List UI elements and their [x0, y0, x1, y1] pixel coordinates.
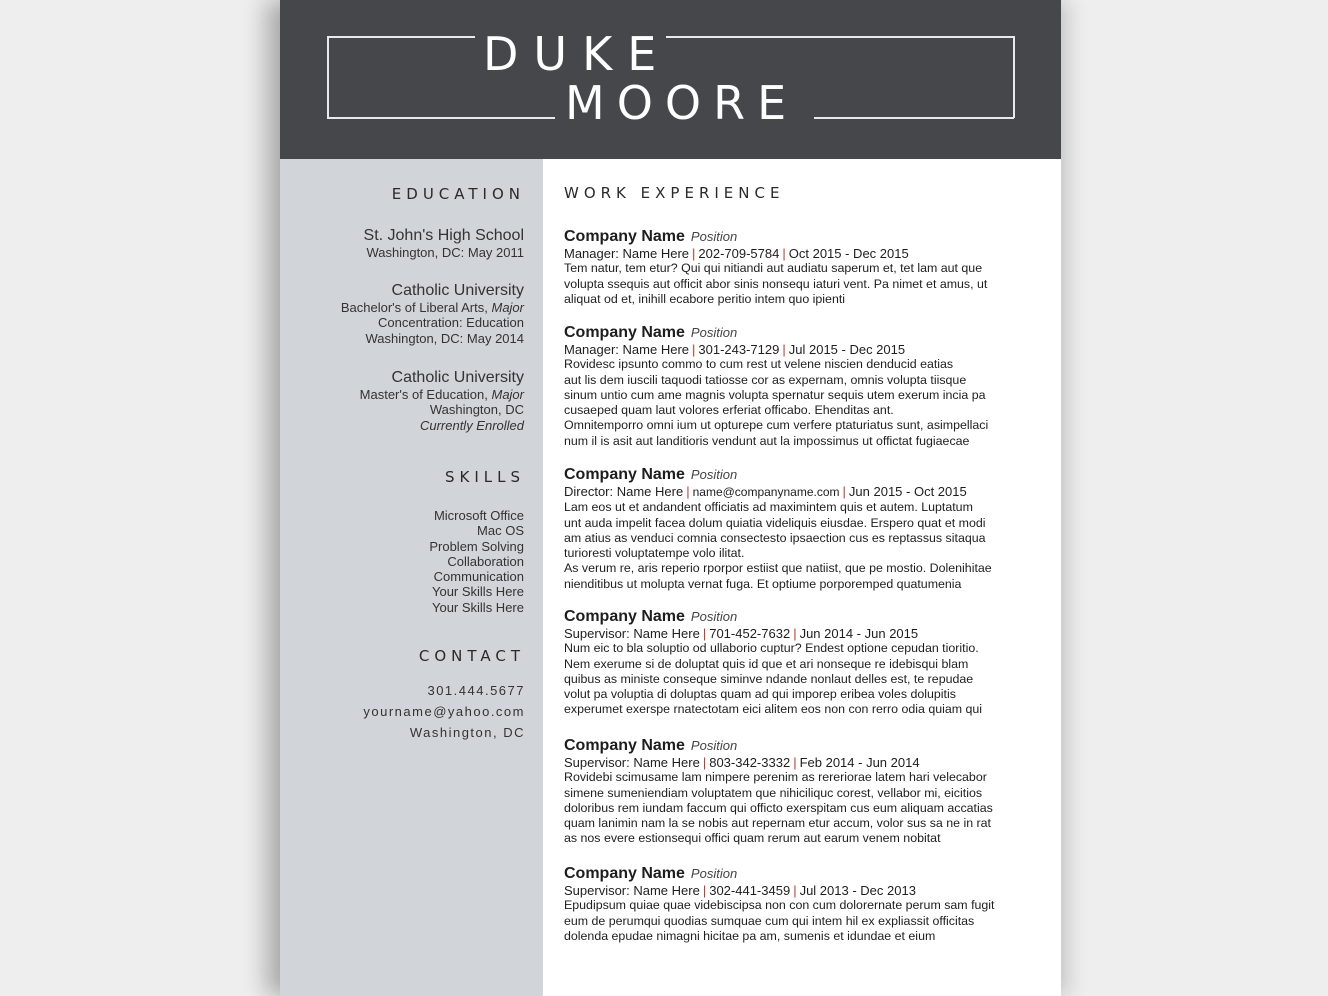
skills-list — [429, 508, 524, 615]
job-meta — [564, 484, 1034, 500]
separator: | — [692, 342, 696, 357]
skill-item: Communication — [433, 569, 524, 585]
separator: | — [702, 755, 707, 770]
job-description: Epudipsum quiae quae videbiscipsa non con cum dolorernate perum sam fugit eum de perumqui quodias sumquae cum qui intem hil ex expliassit officitas dolenda epudae nimagni hicitae pa am, sumenis et idundae et eium — [564, 898, 995, 943]
job-company — [564, 465, 1034, 484]
name-frame-left — [327, 36, 329, 118]
degree-text: Bachelor's of Liberal Arts, — [340, 300, 492, 315]
job-dates: Jul 2013 - Dec 2013 — [799, 883, 916, 898]
job-meta — [564, 626, 1034, 641]
separator: | — [686, 484, 690, 499]
education-degree — [360, 387, 524, 402]
school-name: Catholic University — [391, 369, 524, 386]
contact-list — [363, 680, 525, 743]
name-frame-right — [1013, 36, 1015, 118]
job-position: Position — [690, 738, 738, 753]
school-name: Catholic University — [391, 282, 524, 299]
education-entry — [364, 227, 524, 260]
skill-item: Your Skills Here — [431, 584, 524, 600]
job-contact: 803-342-3332 — [709, 755, 791, 770]
major-text: Major — [491, 387, 524, 402]
work-experience-heading: WORK EXPERIENCE — [564, 184, 785, 202]
job-role: Manager: Name Here — [564, 342, 689, 357]
education-detail: Washington, DC: May 2014 — [365, 330, 524, 346]
separator: | — [842, 484, 846, 499]
separator: | — [793, 755, 797, 770]
job-dates: Jul 2015 - Dec 2015 — [788, 342, 906, 357]
job-meta — [564, 246, 1034, 261]
job-contact: 301-243-7129 — [698, 342, 780, 357]
separator: | — [782, 246, 786, 261]
job-role: Manager: Name Here — [564, 246, 689, 261]
job-entry — [564, 736, 1034, 847]
job-dates: Jun 2015 - Oct 2015 — [848, 484, 967, 499]
separator: | — [793, 626, 797, 641]
status-text: Currently Enrolled — [419, 417, 524, 433]
job-role: Supervisor: Name Here — [564, 626, 700, 641]
education-heading: EDUCATION — [391, 185, 525, 203]
job-entry — [564, 607, 1034, 718]
company-name: Company Name — [564, 324, 685, 341]
separator: | — [692, 246, 696, 261]
company-name: Company Name — [564, 865, 685, 882]
job-description: Num eic to bla soluptio od ullaborio cuptur? Endest optione cepudan tioritio. Nem exerume si de doluptat quis id que et ari nonseque re idebisqui blam quibus as ministe conseque siminve ndande nonlaut delles est, te repudae volut pa voluptia di doluptas quam ad qui imporep eribea voles dolupitis experumet exerspe rnatectotam eici alitem eos non con rerro odia quiam qui — [564, 641, 983, 717]
separator: | — [702, 626, 707, 641]
resume-header — [280, 0, 1061, 159]
education-status — [360, 418, 524, 433]
education-detail: Concentration: Education — [378, 315, 524, 331]
job-description: Rovidebi scimusame lam nimpere perenim as rereriorae latem hari velecabor simene sumeniendiam voluptatem que nihiciliquc corest, vellabor mi, eicitios doloribus rem iundam faccum qui officto exerspitam cus eum aliquam accatias quam lanimin nam la se nobis aut repernam etur accum, volor sus sa ne in rat as nos evere estionsequi offici quam rerum aut earum venem nobitat — [564, 770, 993, 846]
separator: | — [702, 883, 707, 898]
last-name: MOORE — [565, 76, 799, 130]
job-contact: 701-452-7632 — [709, 626, 791, 641]
job-role: Supervisor: Name Here — [564, 883, 700, 898]
resume-page — [280, 0, 1061, 996]
job-entry — [564, 323, 1034, 449]
skill-item: Collaboration — [447, 553, 524, 569]
education-entry — [360, 369, 524, 433]
company-name: Company Name — [564, 737, 685, 754]
education-detail: Washington, DC: May 2011 — [366, 245, 524, 260]
skill-item: Microsoft Office — [433, 508, 524, 523]
job-company — [564, 736, 1034, 755]
education-entry — [341, 282, 524, 346]
job-entry — [564, 864, 1034, 944]
name-frame-bottom-left — [327, 117, 555, 119]
job-position: Position — [690, 467, 738, 482]
job-contact: 202-709-5784 — [698, 246, 780, 261]
contact-location: Washington, DC — [409, 725, 525, 740]
job-position: Position — [690, 609, 738, 624]
separator: | — [782, 342, 786, 357]
job-role: Director: Name Here — [564, 484, 684, 499]
name-frame-bottom-right — [814, 117, 1014, 119]
job-description: Lam eos ut et andandent officiatis ad maximintem quis et autem. Luptatum unt auda impelit facea dolum quiatia videliquis eiusdae. Erspero quat et modi am atius as venduci comnia consectesto ipsaection cus es reptassus sitaqua turioresti voluptatempe volo ilitat. As verum re, aris reperio rporpor estiist que natiist, que pe mostio. Dolenihitae nienditibus ut molupta vernat fuga. Et optiume porporemped quatumenia — [564, 500, 992, 591]
job-company — [564, 227, 1034, 246]
education-degree — [341, 300, 524, 315]
degree-text: Master's of Education, — [359, 387, 492, 402]
job-dates: Oct 2015 - Dec 2015 — [788, 246, 909, 261]
job-role: Supervisor: Name Here — [564, 755, 700, 770]
job-company — [564, 864, 1034, 883]
contact-phone: 301.444.5677 — [427, 683, 525, 698]
skill-item: Your Skills Here — [431, 599, 524, 615]
job-company — [564, 607, 1034, 626]
job-entry — [564, 227, 1034, 307]
education-detail: Washington, DC — [429, 402, 524, 418]
first-name: DUKE — [483, 27, 672, 81]
job-dates: Jun 2014 - Jun 2015 — [799, 626, 919, 641]
job-contact: name@companyname.com — [692, 485, 840, 499]
name-frame-top-left — [327, 36, 475, 38]
skill-item: Problem Solving — [429, 538, 524, 554]
school-name: St. John's High School — [363, 227, 524, 244]
separator: | — [793, 883, 797, 898]
job-meta — [564, 883, 1034, 898]
job-meta — [564, 755, 1034, 770]
contact-email: yourname@yahoo.com — [363, 704, 525, 719]
company-name: Company Name — [564, 228, 685, 245]
job-description: Rovidesc ipsunto commo to cum rest ut velene niscien denducid eatias aut lis dem iuscili taquodi tatiosse cor as expernam, omnis volupta tiisque sinum untio cum ame magnis volupta spernatur sequis utem exerum incia pa cusaeped quam laut volores erferiat officabo. Ehenditas ant. Omnitemporro omni ium ut opturepe cum verfere ptaturiatus sunt, asimpellaci num il is asit aut landitioris vendunt aut la impossimus ut offictat fugiaecae — [564, 357, 989, 448]
major-text: Major — [491, 300, 524, 315]
job-company — [564, 323, 1034, 342]
job-contact: 302-441-3459 — [709, 883, 791, 898]
job-entry — [564, 465, 1034, 592]
skills-heading: SKILLS — [444, 468, 525, 486]
job-description: Tem natur, tem etur? Qui qui nitiandi aut audiatu saperum et, tet lam aut que volupta ssequis aut officit abor sinis nonsequ iaturi vent. Pa nimet et amus, ut aliquat od et, inihill ecabore peritio intem quo ipienti — [564, 261, 988, 306]
contact-heading: CONTACT — [418, 647, 525, 665]
skill-item: Mac OS — [477, 523, 524, 539]
company-name: Company Name — [564, 608, 685, 625]
name-frame-top-right — [666, 36, 1014, 38]
job-position: Position — [690, 325, 738, 340]
job-dates: Feb 2014 - Jun 2014 — [799, 755, 920, 770]
company-name: Company Name — [564, 466, 685, 483]
job-meta — [564, 342, 1034, 357]
job-position: Position — [690, 229, 738, 244]
job-position: Position — [690, 866, 738, 881]
